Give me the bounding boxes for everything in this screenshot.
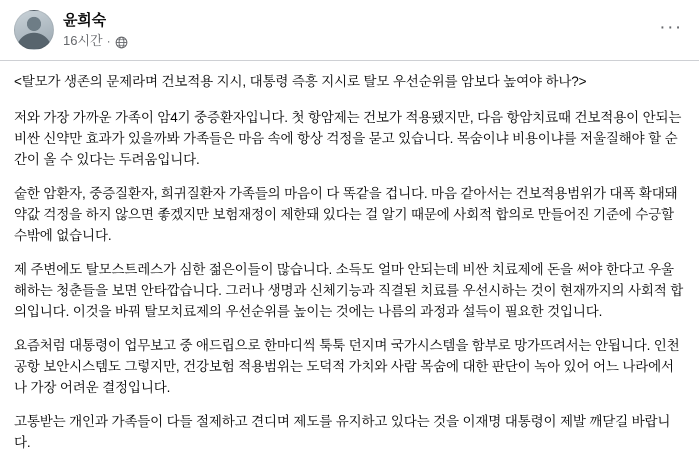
post-author-block: [63, 10, 128, 49]
post-paragraph: 저와 가장 가까운 가족이 암4기 중증환자입니다. 첫 항암제는 건보가 적용됐지만, 다음 항암치료때 건보적용이 안되는 비싼 신약만 효과가 있을까봐 가족들은 마음 속에 항상 걱정을 묻고 있습니다. 목숨이냐 비용이냐를 저울질해야 할 순간이 올 수 있다는 두려움입니다.: [14, 110, 682, 167]
avatar[interactable]: [14, 10, 54, 50]
meta-separator: ·: [106, 34, 111, 48]
post-author-name[interactable]: 윤희숙: [63, 12, 106, 29]
globe-icon[interactable]: [115, 36, 128, 49]
post-paragraph: 고통받는 개인과 가족들이 다들 절제하고 견디며 제도를 유지하고 있다는 것을 이재명 대통령이 제발 깨닫길 바랍니다.: [14, 414, 671, 450]
post-header: [0, 0, 699, 56]
post-body: [0, 61, 699, 453]
post-paragraph: 제 주변에도 탈모스트레스가 심한 젊은이들이 많습니다. 소득도 얼마 안되는데 비싼 치료제에 돈을 써야 한다고 우울해하는 청춘들을 보면 안타깝습니다. 그러나 생명과 신체기능과 직결된 치료를 우선시하는 것이 현재까지의 사회적 합의입니다. 이것을 바꿔 탈모치료제의 우선순위를 높이는 것에는 나름의 과정과 설득이 필요한 것입니다.: [14, 262, 684, 319]
post-paragraph: 요즘처럼 대통령이 업무보고 중 애드립으로 한마디씩 툭툭 던지며 국가시스템을 함부로 망가뜨려서는 안됩니다. 인천공항 보안시스템도 그렇지만, 건강보험 적용범위는 도덕적 가치와 사람 목숨에 대한 판단이 녹아 있어 어느 나라에서나 가장 어려운 결정입니다.: [14, 338, 680, 395]
post-paragraph-headline: <탈모가 생존의 문제라며 건보적용 지시, 대통령 즉흥 지시로 탈모 우선순위를 암보다 높여야 하나?>: [14, 74, 587, 89]
post-paragraph: 숱한 암환자, 중증질환자, 희귀질환자 가족들의 마음이 다 똑같을 겁니다. 마음 같아서는 건보적용범위가 대폭 확대돼 약값 걱정을 하지 않으면 좋겠지만 보험재정이 제한돼 있다는 걸 알기 때문에 사회적 합의로 만들어진 기준에 수긍할 수밖에 없습니다.: [14, 186, 678, 243]
post-more-options-button[interactable]: ···: [659, 16, 683, 38]
post-timestamp[interactable]: 16시간: [63, 33, 103, 48]
post-meta: [63, 33, 128, 49]
